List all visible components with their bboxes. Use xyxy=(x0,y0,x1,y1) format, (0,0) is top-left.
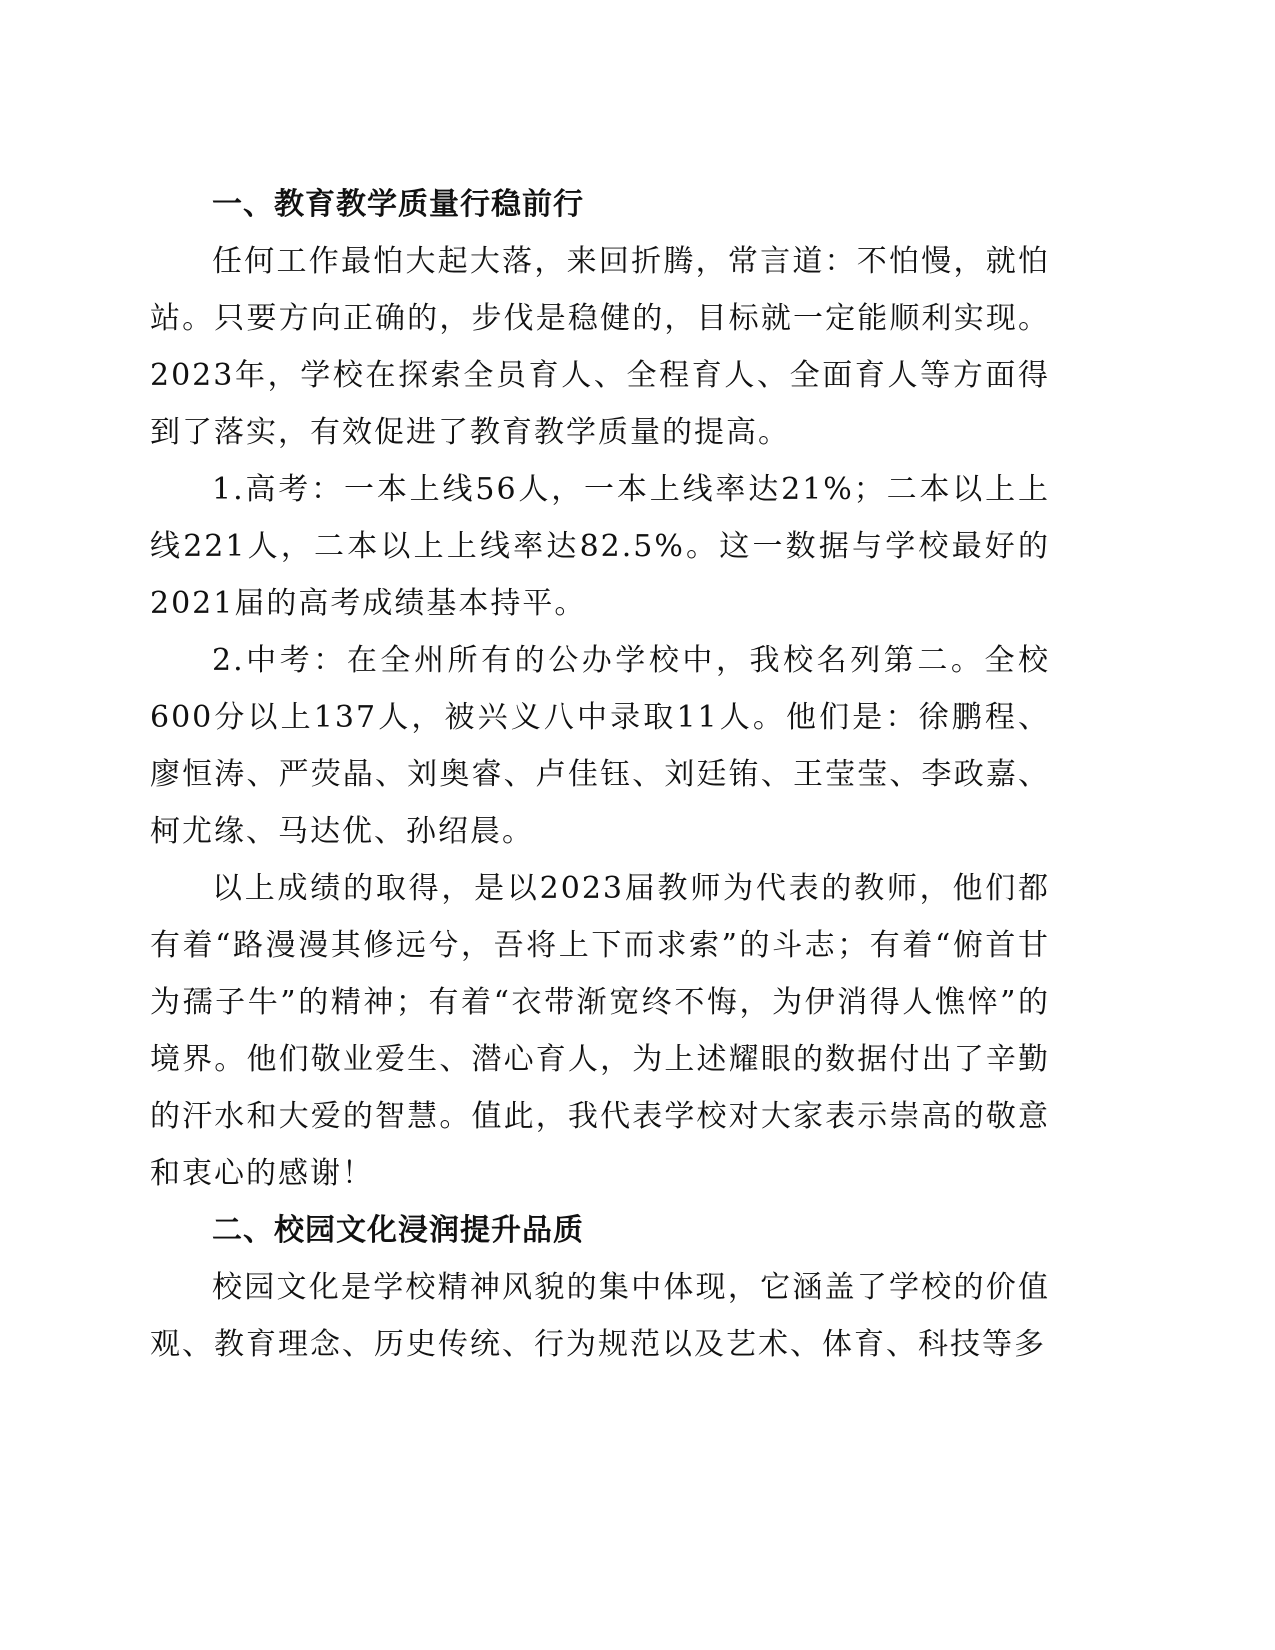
paragraph-thanks: 以上成绩的取得，是以2023届教师为代表的教师，他们都有着“路漫漫其修远兮，吾将上下而求索”的斗志；有着“俯首甘为孺子牛”的精神；有着“衣带渐宽终不悔，为伊消得人憔悴”的境界。他们敬业爱生、潜心育人，为上述耀眼的数据付出了辛勤的汗水和大爱的智慧。值此，我代表学校对大家表示崇高的敬意和衷心的感谢！ xyxy=(150,871,1050,1191)
section-heading: 一、教育教学质量行稳前行 xyxy=(212,187,584,222)
document-body xyxy=(150,176,1050,1373)
section-heading: 二、校园文化浸润提升品质 xyxy=(212,1213,584,1248)
paragraph-culture: 校园文化是学校精神风貌的集中体现，它涵盖了学校的价值观、教育理念、历史传统、行为规范以及艺术、体育、科技等多 xyxy=(150,1270,1050,1362)
paragraph-gaokao: 1.高考：一本上线56人，一本上线率达21%；二本以上上线221人，二本以上上线率达82.5%。这一数据与学校最好的2021届的高考成绩基本持平。 xyxy=(150,472,1050,621)
paragraph-intro: 任何工作最怕大起大落，来回折腾，常言道：不怕慢，就怕站。只要方向正确的，步伐是稳健的，目标就一定能顺利实现。2023年，学校在探索全员育人、全程育人、全面育人等方面得到了落实，有效促进了教育教学质量的提高。 xyxy=(150,244,1050,450)
paragraph-zhongkao: 2.中考：在全州所有的公办学校中，我校名列第二。全校600分以上137人，被兴义八中录取11人。他们是：徐鹏程、廖恒涛、严荧晶、刘奥睿、卢佳钰、刘廷铕、王莹莹、李政嘉、柯尤缘、马达优、孙绍晨。 xyxy=(150,643,1050,849)
